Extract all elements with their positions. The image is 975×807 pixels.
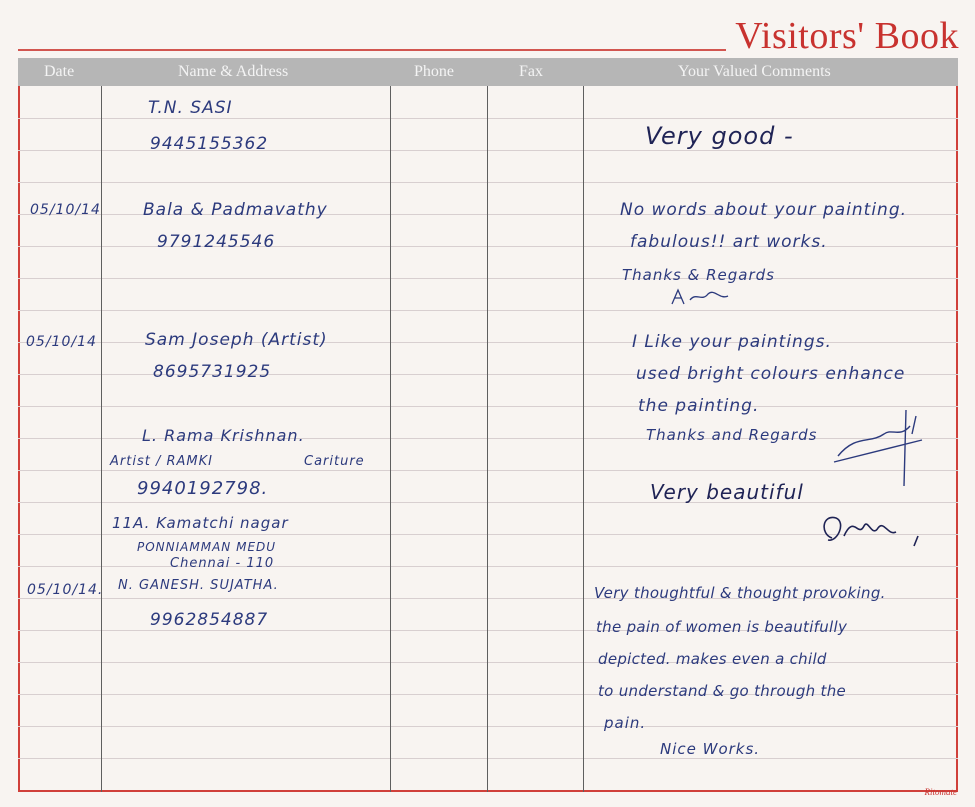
- signature-mark: [814, 508, 930, 550]
- entry-address-line: Artist / RAMKI: [110, 454, 213, 469]
- entry-address-line: PONNIAMMAN MEDU: [137, 540, 277, 554]
- entry-comment-line: depicted. makes even a child: [598, 650, 827, 668]
- column-header-fax: Fax: [519, 63, 543, 80]
- column-divider-name: [390, 86, 391, 792]
- ruled-line: [18, 470, 958, 471]
- signature-mark: [668, 286, 738, 308]
- ruled-line: [18, 278, 958, 279]
- entry-comment-line: Very beautiful: [650, 480, 804, 504]
- entry-name-line: N. GANESH. SUJATHA.: [118, 578, 279, 593]
- entry-address-line: Chennai - 110: [170, 556, 275, 571]
- entry-name-line: T.N. SASI: [148, 98, 233, 118]
- brand-mark: Ritomate: [924, 787, 957, 797]
- entry-comment-line: Very thoughtful & thought provoking.: [594, 584, 886, 602]
- entry-address-line: Cariture: [304, 454, 365, 469]
- entry-name-line: L. Rama Krishnan.: [142, 426, 305, 445]
- entry-date: 05/10/14.: [27, 582, 104, 598]
- entry-comment-line: pain.: [604, 714, 647, 732]
- entry-comment-line: fabulous!! art works.: [630, 232, 828, 252]
- entry-phone-line: 9940192798.: [137, 478, 269, 499]
- entry-comment-line: the painting.: [638, 396, 760, 416]
- entry-phone-line: 8695731925: [153, 362, 272, 382]
- entry-comment-line: used bright colours enhance: [636, 364, 906, 384]
- entry-comment-line: I Like your paintings.: [632, 332, 832, 352]
- ruled-line: [18, 758, 958, 759]
- entry-phone-line: 9445155362: [150, 134, 269, 154]
- entry-comment-line: the pain of women is beautifully: [596, 618, 848, 636]
- entry-comment-line: Thanks and Regards: [646, 426, 818, 444]
- ruled-line: [18, 566, 958, 567]
- title-underline: [18, 49, 726, 51]
- entry-comment-line: No words about your painting.: [620, 200, 908, 220]
- column-header-phone: Phone: [414, 63, 454, 80]
- entry-date: 05/10/14: [26, 334, 97, 350]
- ruled-line: [18, 502, 958, 503]
- signature-mark: [826, 404, 930, 488]
- entry-comment-line: Thanks & Regards: [622, 266, 775, 284]
- entry-comment-line: to understand & go through the: [598, 682, 847, 700]
- ruled-line: [18, 182, 958, 183]
- column-divider-fax: [583, 86, 584, 792]
- book-title: Visitors' Book: [735, 15, 959, 57]
- entry-phone-line: 9791245546: [157, 232, 276, 252]
- column-header-date: Date: [44, 63, 75, 80]
- column-header-comments: Your Valued Comments: [678, 63, 831, 80]
- entry-name-line: Bala & Padmavathy: [143, 200, 328, 220]
- column-divider-date: [101, 86, 102, 792]
- entry-date: 05/10/14: [30, 202, 101, 218]
- entry-phone-line: 9962854887: [150, 610, 269, 630]
- entry-comment-line: Nice Works.: [660, 740, 761, 758]
- entry-name-line: Sam Joseph (Artist): [145, 330, 328, 350]
- ruled-line: [18, 118, 958, 119]
- entry-comment-line: Very good -: [645, 122, 794, 150]
- ruled-line: [18, 726, 958, 727]
- column-divider-phone: [487, 86, 488, 792]
- ruled-line: [18, 406, 958, 407]
- column-header-band: [18, 58, 958, 86]
- column-header-name-address: Name & Address: [178, 63, 289, 80]
- ruled-line: [18, 310, 958, 311]
- entry-address-line: 11A. Kamatchi nagar: [112, 514, 289, 532]
